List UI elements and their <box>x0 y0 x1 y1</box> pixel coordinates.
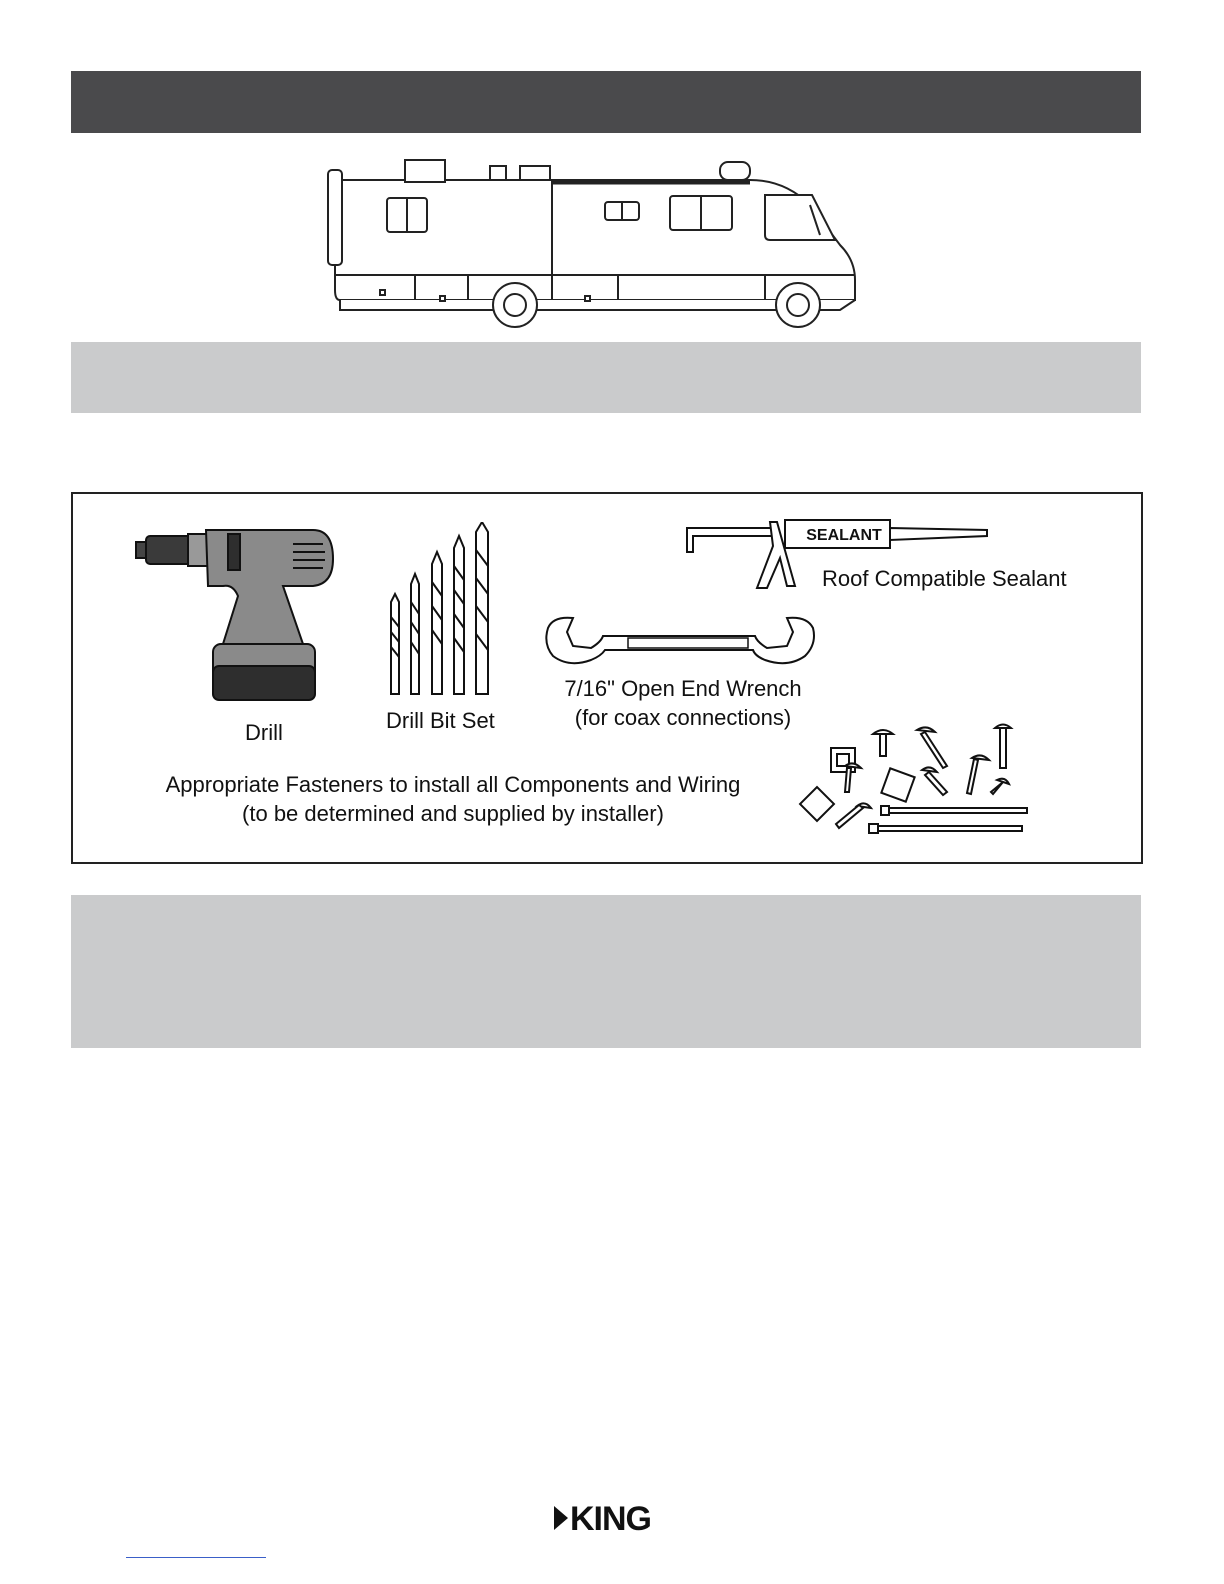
section-band-2 <box>71 895 1141 1048</box>
sealant-label: Roof Compatible Sealant <box>822 566 1067 591</box>
logo-text: KING <box>570 1500 651 1538</box>
drill-bit-set-icon <box>383 522 498 697</box>
fasteners-label-line1: Appropriate Fasteners to install all Components and Wiring <box>165 772 741 797</box>
drill-bit-set-label: Drill Bit Set <box>386 708 495 733</box>
rv-illustration <box>320 150 865 335</box>
fasteners-icon <box>797 722 1032 850</box>
section-band-1 <box>71 342 1141 413</box>
sealant-tube-label: SEALANT <box>806 527 882 544</box>
footer-link-underline <box>126 1557 266 1558</box>
drill-label: Drill <box>245 720 283 745</box>
tools-required-box <box>71 492 1143 864</box>
fasteners-label-line2: (to be determined and supplied by installer) <box>242 801 664 826</box>
header-bar <box>71 71 1141 133</box>
wrench-icon <box>543 614 818 669</box>
wrench-label-line1: 7/16" Open End Wrench <box>564 676 802 701</box>
king-logo <box>552 1500 662 1540</box>
wrench-label-line2: (for coax connections) <box>574 705 792 730</box>
play-arrow-icon <box>552 1506 570 1530</box>
drill-icon <box>128 524 338 714</box>
